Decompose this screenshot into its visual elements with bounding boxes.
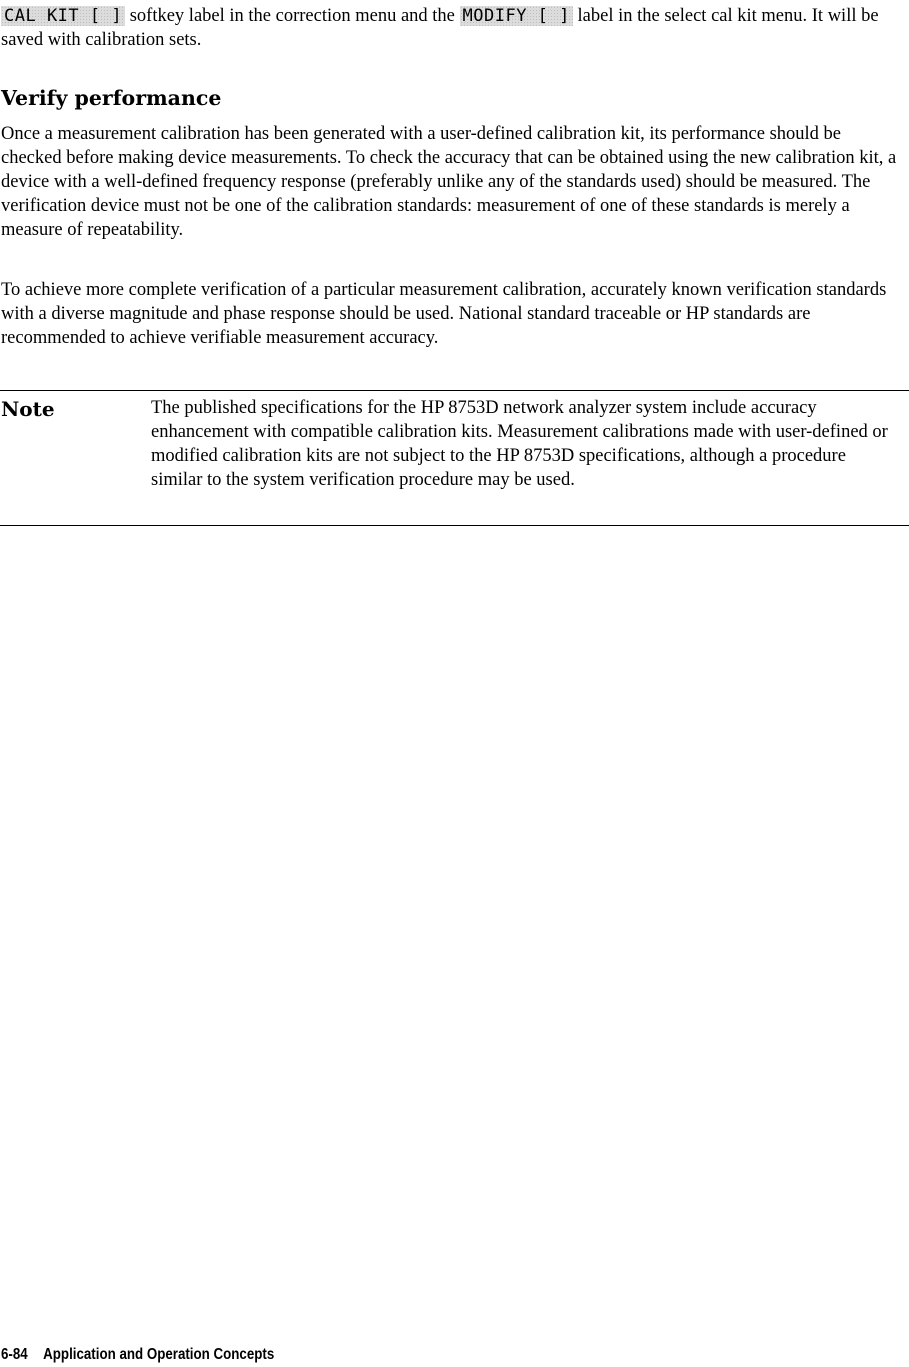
modify-softkey-label: MODIFY [ ] [460,6,573,26]
cal-kit-softkey-label: CAL KIT [ ] [1,6,125,26]
intro-text-2: label in the select cal kit menu. It will be saved with calibration sets. [1,6,879,50]
section-heading: Verify performance [1,86,222,110]
chapter-title: Application and Operation Concepts [43,1346,275,1363]
note-label: Note [1,397,55,421]
note-text: The published specifications for the HP 8753D network analyzer system include accuracy enhancement with compatible calibration kits. Measurement calibrations made with user-defined or modified calibration kits are not subject to the HP 8753D specifications, although a procedure similar to the system verification procedure may be used. [151,398,888,490]
intro-text-1: softkey label in the correction menu and the [125,6,460,26]
intro-paragraph [1,4,901,52]
verify-paragraph-1: Once a measurement calibration has been generated with a user-defined calibration kit, its performance should be checked before making device measurements. To check the accuracy that can be obtained using the new calibration kit, a device with a well-defined frequency response (preferably unlike any of the standards used) should be measured. The verification device must not be one of the calibration standards: measurement of one of these standards is merely a measure of repeatability. [1,124,897,240]
page-number: 6-84 [1,1346,28,1363]
note-bottom-rule [0,525,909,526]
page-footer [1,1345,274,1365]
note-top-rule [0,390,909,391]
verify-paragraph-2: To achieve more complete verification of a particular measurement calibration, accurately known verification standards with a diverse magnitude and phase response should be used. National standard traceable or HP standards are recommended to achieve verifiable measurement accuracy. [1,280,887,348]
